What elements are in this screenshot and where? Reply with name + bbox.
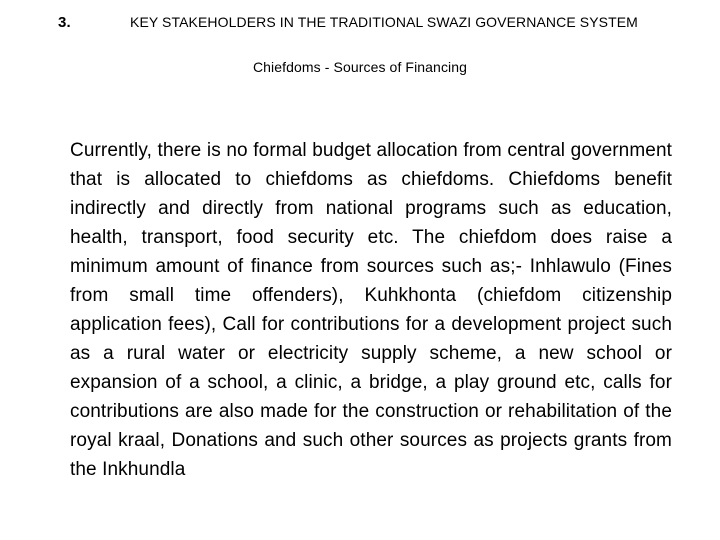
- page-subtitle: Chiefdoms - Sources of Financing: [252, 59, 468, 75]
- page-title: KEY STAKEHOLDERS IN THE TRADITIONAL SWAZI GOVERNANCE SYSTEM: [130, 14, 638, 30]
- section-number: 3.: [58, 14, 71, 31]
- body-paragraph: Currently, there is no formal budget allocation from central government that is allocated to chiefdoms as chiefdoms. Chiefdoms benefit indirectly and directly from national programs such as education, health, transport, food security etc. The chiefdom does raise a minimum amount of finance from sources such as;- Inhlawulo (Fines from small time offenders), Kuhkhonta (chiefdom citizenship application fees), Call for contributions for a development project such as a rural water or electricity supply scheme, a new school or expansion of a school, a clinic, a bridge, a play ground etc, calls for contributions are also made for the construction or rehabilitation of the royal kraal, Donations and such other sources as projects grants from the Inkhundla: [70, 140, 672, 480]
